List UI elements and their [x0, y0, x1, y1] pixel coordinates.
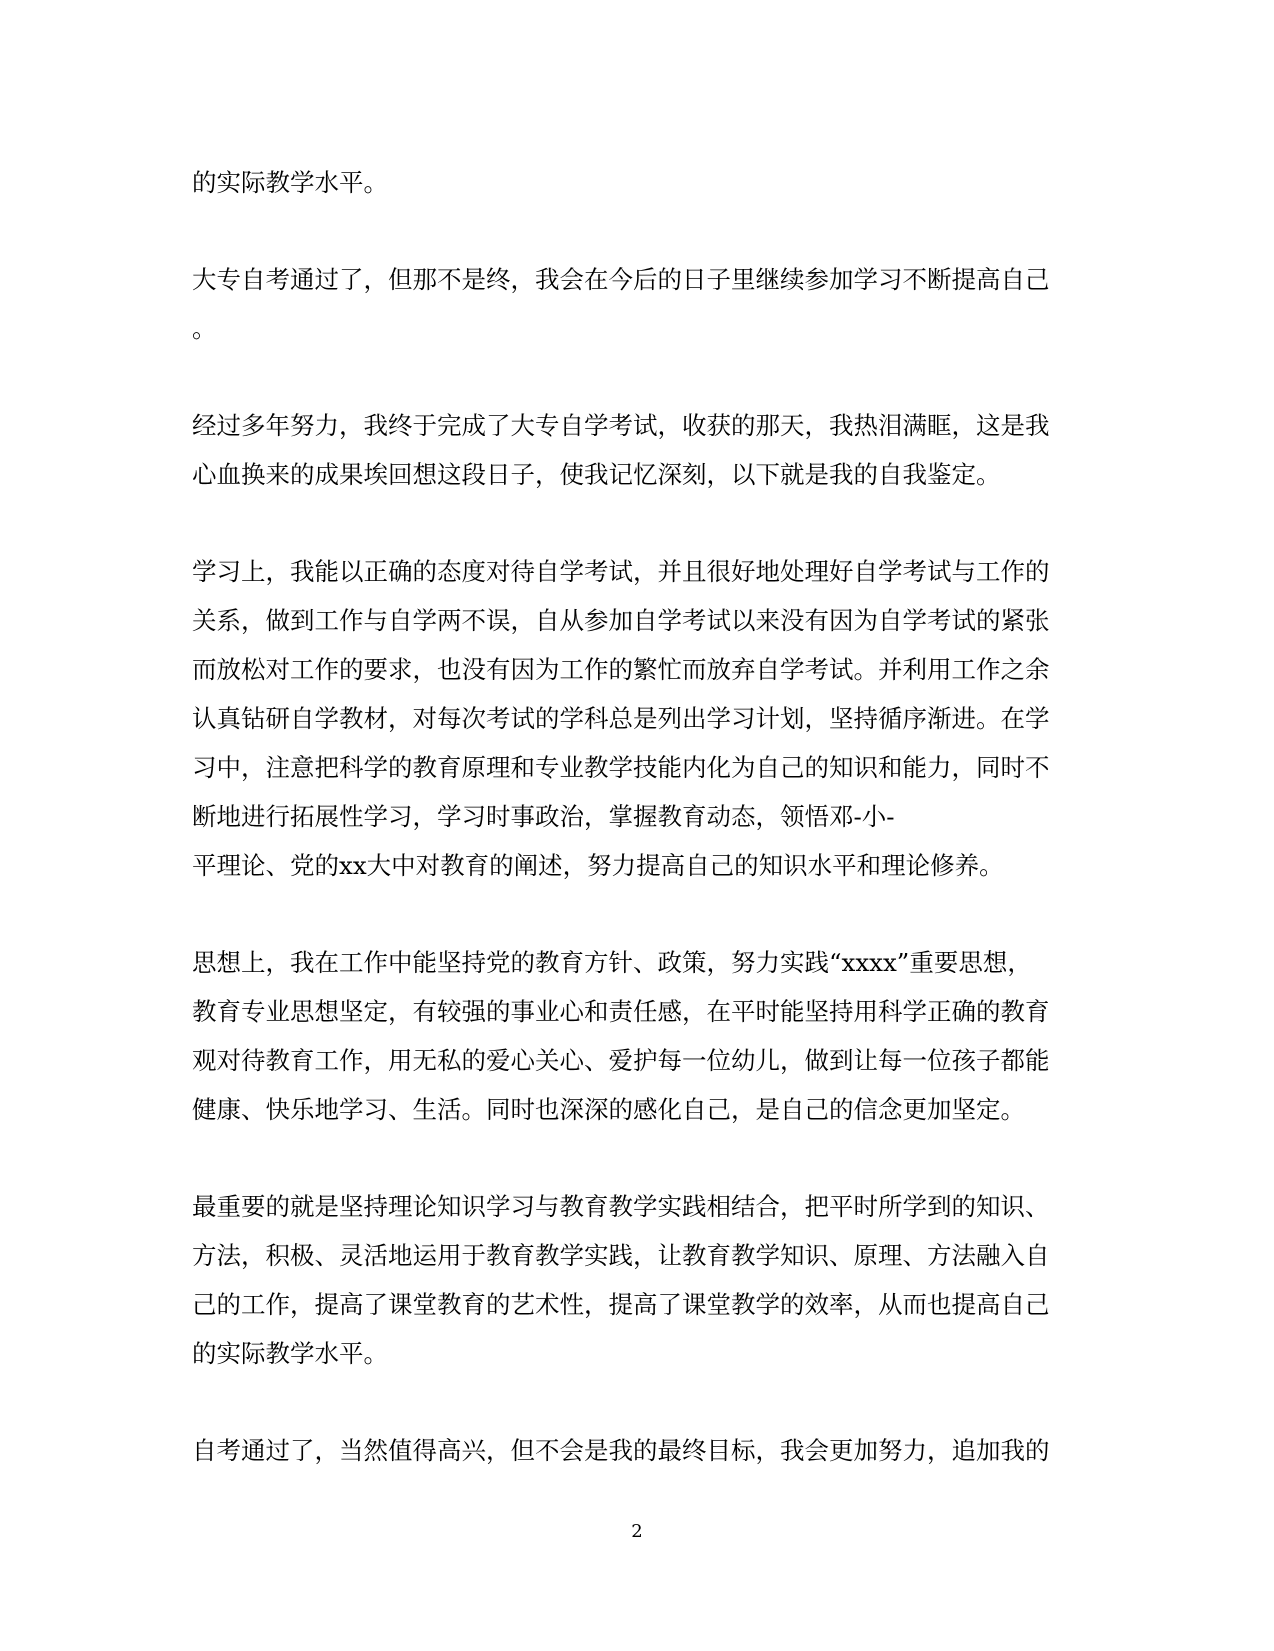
text-line: 教育专业思想坚定，有较强的事业心和责任感，在平时能坚持用科学正确的教育 [192, 997, 1050, 1026]
paragraph-2 [192, 255, 1072, 353]
paragraph-3 [192, 401, 1072, 499]
text-line: 的实际教学水平。 [192, 1339, 388, 1368]
document-body [192, 158, 1072, 1523]
text-line: 关系，做到工作与自学两不误，自从参加自学考试以来没有因为自学考试的紧张 [192, 606, 1050, 635]
text-line: 健康、快乐地学习、生活。同时也深深的感化自己，是自己的信念更加坚定。 [192, 1095, 1025, 1124]
text-line: 断地进行拓展性学习，学习时事政治，掌握教育动态，领悟邓-小- [192, 802, 895, 831]
text-line: 最重要的就是坚持理论知识学习与教育教学实践相结合，把平时所学到的知识、 [192, 1192, 1050, 1221]
paragraph-1 [192, 158, 1072, 207]
text-line: 学习上，我能以正确的态度对待自学考试，并且很好地处理好自学考试与工作的 [192, 557, 1050, 586]
paragraph-7 [192, 1426, 1072, 1475]
text-line: 自考通过了，当然值得高兴，但不会是我的最终目标，我会更加努力，追加我的 [192, 1436, 1050, 1465]
text-line: 而放松对工作的要求，也没有因为工作的繁忙而放弃自学考试。并利用工作之余 [192, 655, 1050, 684]
text-line: 。 [192, 314, 217, 343]
text-line: 习中，注意把科学的教育原理和专业教学技能内化为自己的知识和能力，同时不 [192, 753, 1050, 782]
page-number: 2 [631, 1521, 643, 1542]
paragraph-5 [192, 938, 1072, 1134]
paragraph-6 [192, 1182, 1072, 1378]
paragraph-4 [192, 547, 1072, 890]
text-line: 经过多年努力，我终于完成了大专自学考试，收获的那天，我热泪满眶，这是我 [192, 411, 1050, 440]
text-line: 方法，积极、灵活地运用于教育教学实践，让教育教学知识、原理、方法融入自 [192, 1241, 1050, 1270]
text-line: 观对待教育工作，用无私的爱心关心、爱护每一位幼儿，做到让每一位孩子都能 [192, 1046, 1050, 1075]
text-line: 大专自考通过了，但那不是终，我会在今后的日子里继续参加学习不断提高自己 [192, 265, 1050, 294]
text-line: 己的工作，提高了课堂教育的艺术性，提高了课堂教学的效率，从而也提高自己 [192, 1290, 1050, 1319]
text-line: 平理论、党的xx大中对教育的阐述，努力提高自己的知识水平和理论修养。 [192, 851, 1004, 880]
text-line: 心血换来的成果埃回想这段日子，使我记忆深刻，以下就是我的自我鉴定。 [192, 460, 1001, 489]
text-line: 思想上，我在工作中能坚持党的教育方针、政策，努力实践“xxxx”重要思想， [192, 948, 1032, 977]
text-line: 的实际教学水平。 [192, 168, 388, 197]
text-line: 认真钻研自学教材，对每次考试的学科总是列出学习计划，坚持循序渐进。在学 [192, 704, 1050, 733]
